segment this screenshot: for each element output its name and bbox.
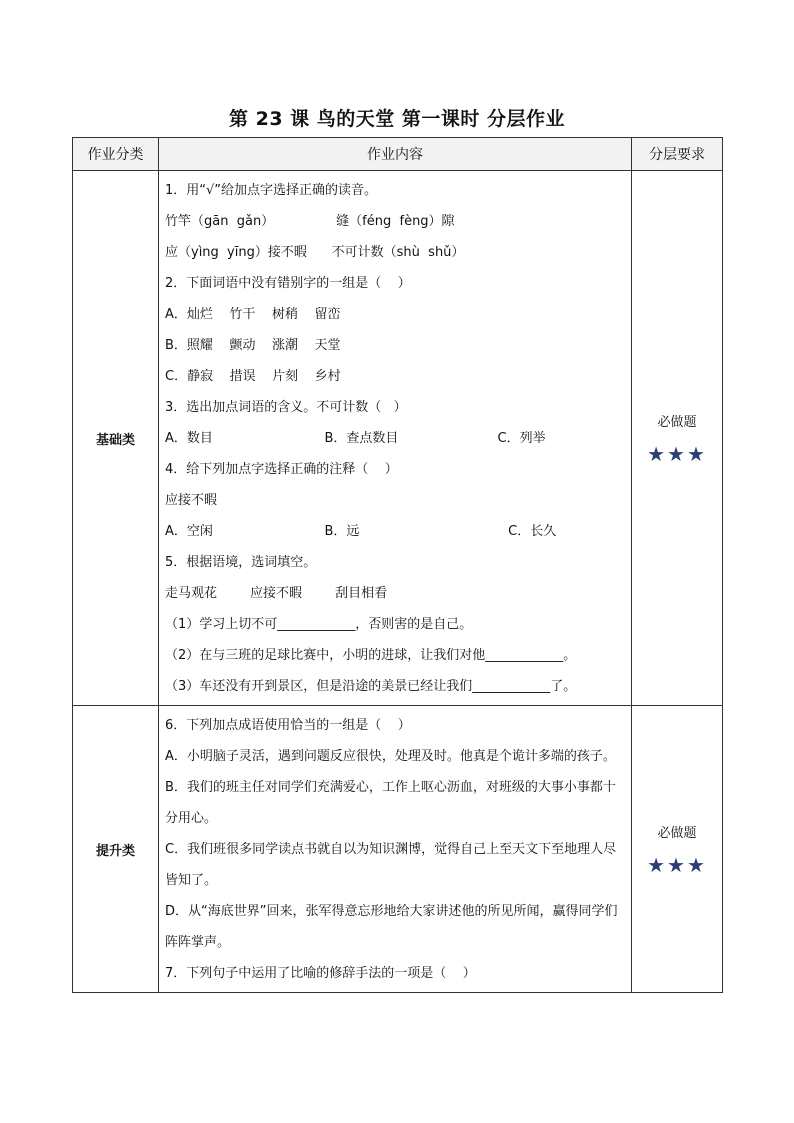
question-line: 2．下面词语中没有错别字的一组是（ ） [165,276,411,291]
option-line: A．空闲 B．远 C．长久 [165,524,557,539]
question-line: 3．选出加点词语的含义。不可计数（ ） [165,400,407,415]
requirement-cell [632,706,723,993]
category-cell: 提升类 [73,706,159,993]
option-line: B．照耀 颤动 涨潮 天堂 [165,338,341,353]
question-line: 应（yìng yīng）接不暇 不可计数（shù shǔ） [165,245,465,260]
requirement-label: 必做题 [657,414,697,430]
star-rating-icon: ★★★ [647,852,707,877]
fill-blank-line: （1）学习上切不可____________，否则害的是自己。 [165,617,473,632]
question-line: 竹竿（gān gǎn） 缝（féng fèng）隙 [165,214,455,229]
table-row-basic [73,171,723,706]
table-row-advanced [73,706,723,993]
table-header-row [73,138,723,171]
question-line: 应接不暇 [165,493,218,508]
requirement-label: 必做题 [657,825,697,841]
option-line: C．我们班很多同学读点书就自以为知识渊博，觉得自己上至天文下至地理人尽皆知了。 [165,842,617,888]
content-cell [159,706,632,993]
question-line: 4．给下列加点字选择正确的注释（ ） [165,462,398,477]
option-line: A．灿烂 竹干 树稍 留峦 [165,307,341,322]
star-rating-icon: ★★★ [647,441,707,466]
category-cell: 基础类 [73,171,159,706]
header-category: 作业分类 [73,138,159,171]
page-title: 第 23 课 鸟的天堂 第一课时 分层作业 [228,108,565,130]
option-line: A．数目 B．查点数目 C．列举 [165,431,546,446]
question-line: 7．下列句子中运用了比喻的修辞手法的一项是（ ） [165,966,476,981]
word-choices: 走马观花 应接不暇 刮目相看 [165,586,388,601]
header-content: 作业内容 [159,138,632,171]
option-line: C．静寂 措误 片刻 乡村 [165,369,341,384]
question-line: 5．根据语境，选词填空。 [165,555,317,570]
fill-blank-line: （2）在与三班的足球比赛中，小明的进球，让我们对他____________。 [165,648,577,663]
fill-blank-line: （3）车还没有开到景区，但是沿途的美景已经让我们____________了。 [165,679,577,694]
requirement-cell [632,171,723,706]
option-line: A．小明脑子灵活，遇到问题反应很快，处理及时。他真是个诡计多端的孩子。 [165,749,616,764]
header-requirement: 分层要求 [632,138,723,171]
content-cell [159,171,632,706]
option-line: D．从“海底世界”回来，张军得意忘形地给大家讲述他的所见所闻，赢得同学们阵阵掌声。 [165,904,618,950]
question-line: 1．用“√”给加点字选择正确的读音。 [165,183,378,198]
homework-table [72,137,723,993]
question-line: 6．下列加点成语使用恰当的一组是（ ） [165,718,411,733]
option-line: B．我们的班主任对同学们充满爱心，工作上呕心沥血，对班级的大事小事都十分用心。 [165,780,616,826]
